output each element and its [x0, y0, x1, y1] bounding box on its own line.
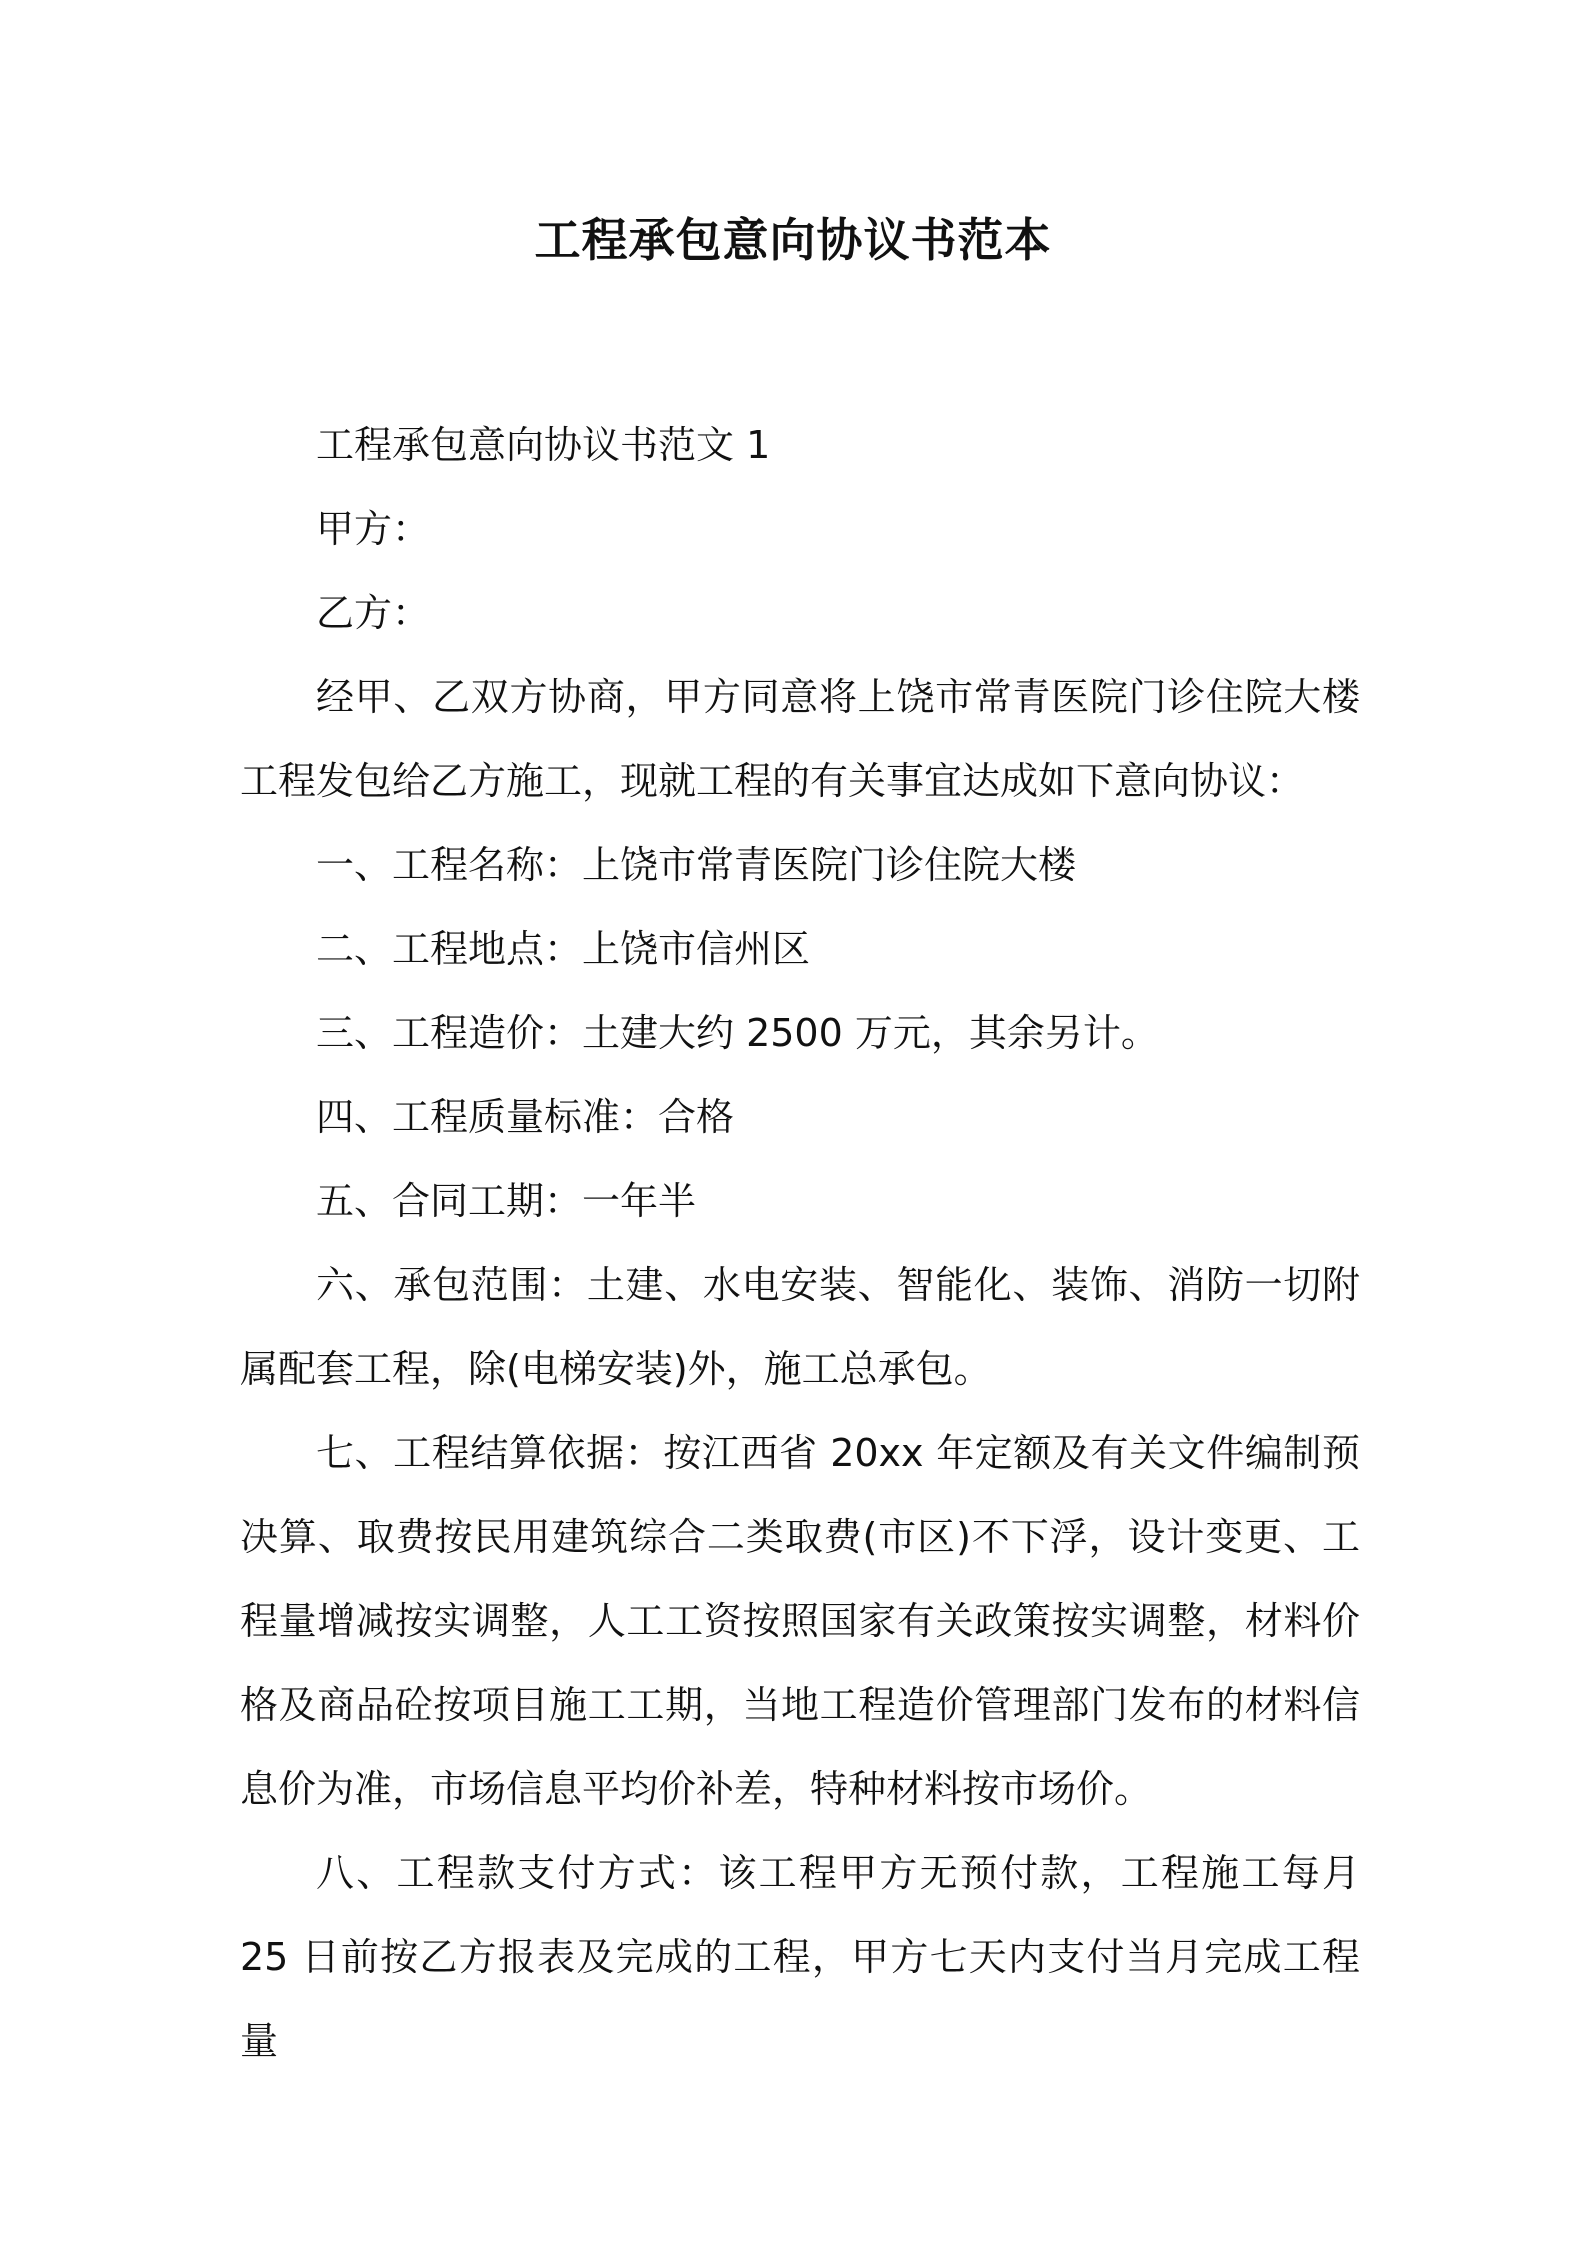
- clause-contract-scope: 六、承包范围：土建、水电安装、智能化、装饰、消防一切附属配套工程，除(电梯安装)外，施工总承包。: [240, 1263, 1360, 1391]
- party-b-line: 乙方：: [316, 591, 431, 635]
- clause-project-cost: 三、工程造价：土建大约 2500 万元，其余另计。: [316, 1011, 1159, 1055]
- clause-project-name: 一、工程名称：上饶市常青医院门诊住院大楼: [316, 843, 1077, 887]
- clause-contract-period: 五、合同工期：一年半: [316, 1179, 697, 1223]
- intro-paragraph: 经甲、乙双方协商，甲方同意将上饶市常青医院门诊住院大楼工程发包给乙方施工，现就工程的有关事宜达成如下意向协议：: [240, 675, 1360, 803]
- document-title: 工程承包意向协议书范本: [534, 213, 1052, 267]
- clause-payment-method: 八、工程款支付方式：该工程甲方无预付款，工程施工每月 25 日前按乙方报表及完成的工程，甲方七天内支付当月完成工程量: [240, 1851, 1360, 2063]
- document-body: [240, 403, 1360, 2083]
- clause-project-location: 二、工程地点：上饶市信州区: [316, 927, 811, 971]
- clause-quality-standard: 四、工程质量标准：合格: [316, 1095, 735, 1139]
- subtitle-paragraph: 工程承包意向协议书范文 1: [316, 423, 771, 467]
- party-a-line: 甲方：: [316, 507, 431, 551]
- clause-settlement-basis: 七、工程结算依据：按江西省 20xx 年定额及有关文件编制预决算、取费按民用建筑综合二类取费(市区)不下浮，设计变更、工程量增减按实调整，人工工资按照国家有关政策按实调整，材料价格及商品砼按项目施工工期，当地工程造价管理部门发布的材料信息价为准，市场信息平均价补差，特种材料按市场价。: [240, 1431, 1360, 1811]
